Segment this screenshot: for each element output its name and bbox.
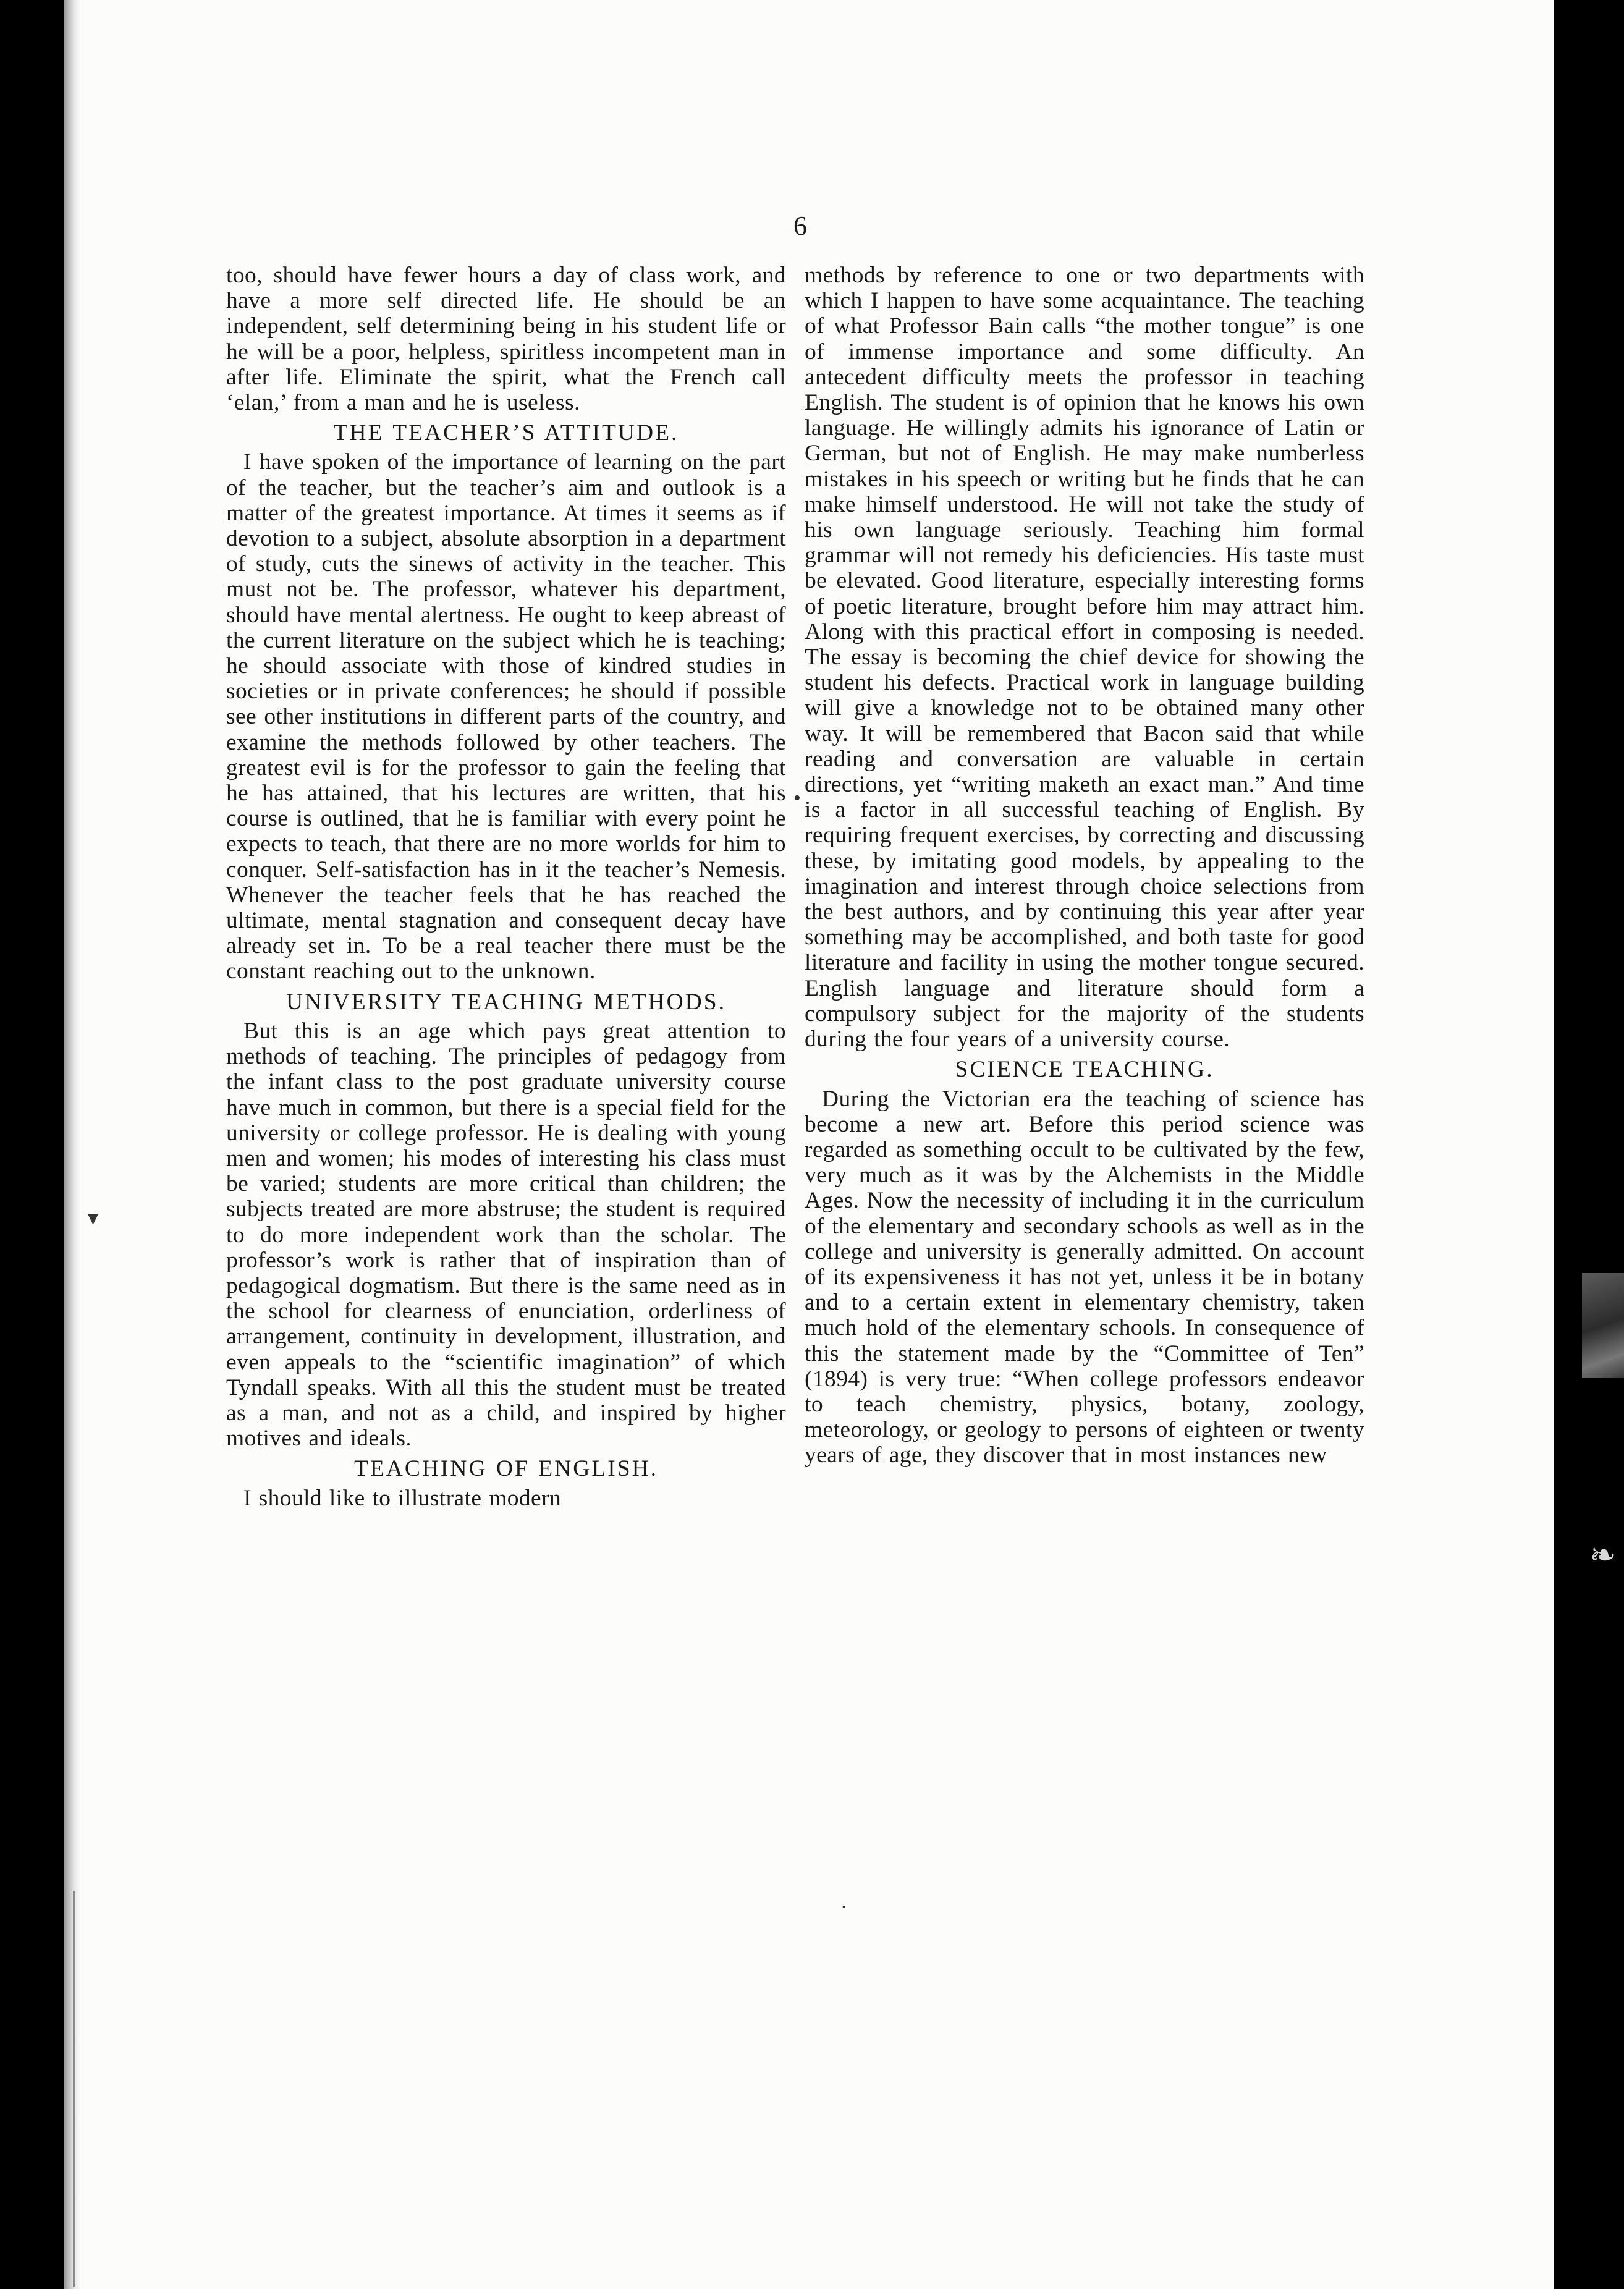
page-number: 6	[793, 211, 807, 241]
heading-university-teaching-methods: UNIVERSITY TEACHING METHODS.	[286, 989, 726, 1015]
left-paragraph-2: I have spoken of the importance of learning on the part of the teacher, but the teacher’s aim and outlook is a matter of the greatest importance. At times it seems as if devotion to a subject, absolute absorption in a department of study, cuts the sinews of activity in the teacher. This must not be. The professor, whatever his department, should have mental alertness. He ought to keep abreast of the current literature on the subject which he is teaching; he should associate with those of kindred studies in societies or in private conferences; he should if possible see other institutions in different parts of the country, and examine the methods followed by other teachers. The greatest evil is for the professor to gain the feeling that he has attained, that his lectures are written, that his course is outlined, that he is familiar with every point he expects to teach, that there are no more worlds for him to conquer. Self-satisfaction has in it the teacher’s Nemesis. Whenever the teacher feels that he has reached the ultimate, mental stagnation and consequent decay have already set in. To be a real teacher there must be the constant reaching out to the unknown.	[226, 449, 786, 984]
heading-science-teaching: SCIENCE TEACHING.	[955, 1057, 1214, 1083]
left-paragraph-3: But this is an age which pays great attention to methods of teaching. The principles of pedagogy from the infant class to the post graduate university course have much in common, but there is a special field for the university or college professor. He is dealing with young men and women; his modes of interesting his class must be varied; students are more critical than children; the subjects treated are more abstruse; the student is required to do more independent work than the scholar. The professor’s work is rather that of inspiration than of pedagogical dogmatism. But there is the same need as in the school for clearness of enunciation, orderliness of arrangement, continuity in development, illustration, and even appeals to the “scientific imagination” of which Tyndall speaks. With all this the student must be treated as a man, and not as a child, and inspired by higher motives and ideals.	[226, 1018, 786, 1452]
adjacent-page-photo-fragment	[1582, 1273, 1624, 1378]
left-paragraph-4: I should like to illustrate modern	[243, 1485, 562, 1511]
right-paragraph-1: methods by reference to one or two departments with which I happen to have some acquaintance. The teaching of what Professor Bain calls “the mother tongue” is one of immense importance and some difficulty. An antecedent difficulty meets the professor in teaching English. The student is of opinion that he knows his own language. He willingly admits his ignorance of Latin or German, but not of English. He may make numberless mistakes in his speech or writing but he finds that he can make himself understood. He will not take the study of his own language seriously. Teaching him formal grammar will not remedy his deficiencies. His taste must be elevated. Good literature, especially interesting forms of poetic literature, brought before him may attract him. Along with this practical effort in composing is needed. The essay is becoming the chief device for showing the student his defects. Practical work in language building will give a knowledge not to be obtained many other way. It will be remembered that Bacon said that while reading and conversation are valuable in certain directions, yet “writing maketh an exact man.” And time is a factor in all successful teaching of English. By requiring frequent exercises, by correcting and discussing these, by imitating good models, by appealing to the imagination and interest through choice selections from the best authors, and by continuing this year after year something may be accomplished, and both taste for good literature and facility in using the mother tongue secured. English language and literature should form a compulsory subject for the majority of the students during the four years of a university course.	[805, 263, 1364, 1052]
margin-mark-bottom: ·	[840, 1896, 848, 1919]
adjacent-page-ornament-icon: ❧	[1589, 1538, 1617, 1573]
right-column	[805, 263, 1364, 2117]
heading-teachers-attitude: THE TEACHER’S ATTITUDE.	[333, 420, 679, 446]
left-column	[226, 263, 786, 2117]
heading-teaching-of-english: TEACHING OF ENGLISH.	[353, 1456, 659, 1482]
right-paragraph-2: During the Victorian era the teaching of science has become a new art. Before this period science was regarded as something occult to be cultivated by the few, very much as it was by the Alchemists in the Middle Ages. Now the necessity of including it in the curriculum of the elementary and secondary schools as well as in the college and university is generally admitted. On account of its expensiveness it has not yet, unless it be in botany and to a certain extent in elementary chemistry, taken much hold of the elementary schools. In consequence of this the statement made by the “Committee of Ten” (1894) is very true: “When college professors endeavor to teach chemistry, physics, botany, zoology, meteorology, or geology to persons of eighteen or twenty years of age, they discover that in most instances new	[805, 1086, 1364, 1468]
margin-mark-center: •	[793, 787, 801, 810]
left-paragraph-1: too, should have fewer hours a day of class work, and have a more self directed life. He should be an independent, self determining being in his student life or he will be a poor, helpless, spiritless incompetent man in after life. Eliminate the spirit, what the French call ‘elan,’ from a man and he is useless.	[226, 263, 786, 416]
page-stack-edge	[73, 1891, 118, 2287]
margin-mark-left: ▾	[88, 1207, 99, 1230]
